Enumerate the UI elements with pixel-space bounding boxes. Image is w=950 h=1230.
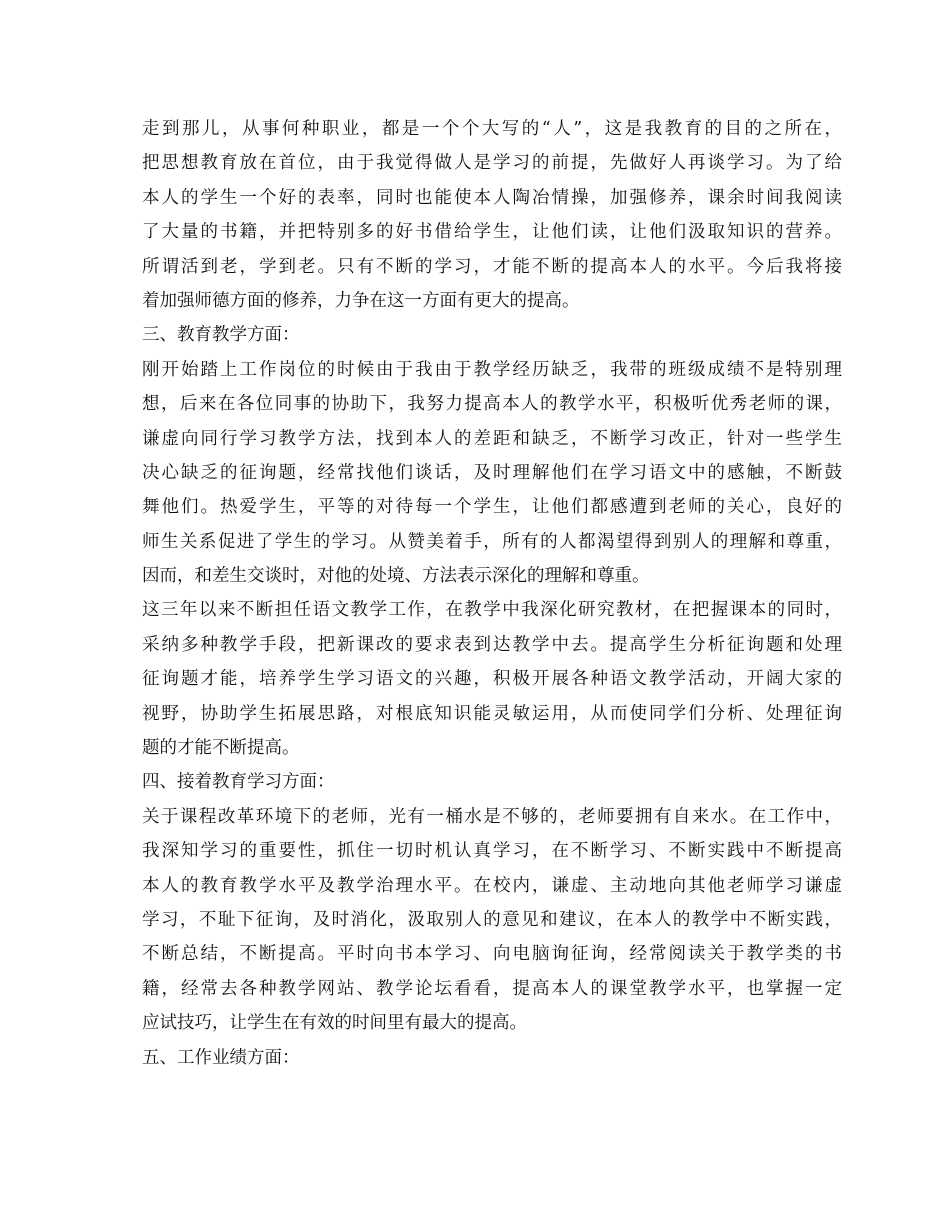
text-line: 视野，协助学生拓展思路，对根底知识能灵敏运用，从而使同学们分析、处理征询	[142, 703, 842, 724]
text-line: 这三年以来不断担任语文教学工作，在教学中我深化研究教材，在把握课本的同时，	[142, 600, 842, 621]
text-line: 着加强师德方面的修养，力争在这一方面有更大的提高。	[142, 290, 580, 311]
text-line: 籍，经常去各种教学网站、教学论坛看看，提高本人的课堂教学水平，也掌握一定	[142, 978, 842, 999]
text-line: 决心缺乏的征询题，经常找他们谈话，及时理解他们在学习语文中的感触，不断鼓	[142, 462, 842, 483]
text-line: 刚开始踏上工作岗位的时候由于我由于教学经历缺乏，我带的班级成绩不是特别理	[142, 359, 842, 380]
text-line: 学习，不耻下征询，及时消化，汲取别人的意见和建议，在本人的教学中不断实践，	[142, 909, 842, 930]
text-line: 关于课程改革环境下的老师，光有一桶水是不够的，老师要拥有自来水。在工作中，	[142, 806, 842, 827]
text-line: 采纳多种教学手段，把新课改的要求表到达教学中去。提高学生分析征询题和处理	[142, 634, 842, 655]
text-line: 想，后来在各位同事的协助下，我努力提高本人的教学水平，积极听优秀老师的课，	[142, 394, 842, 415]
document-body	[142, 112, 842, 1075]
text-line: 所谓活到老，学到老。只有不断的学习，才能不断的提高本人的水平。今后我将接	[142, 256, 842, 277]
section-heading: 四、接着教育学习方面：	[142, 772, 335, 793]
section-heading: 三、教育教学方面：	[142, 325, 300, 346]
text-line: 舞他们。热爱学生，平等的对待每一个学生，让他们都感遭到老师的关心，良好的	[142, 497, 842, 518]
text-line: 不断总结，不断提高。平时向书本学习、向电脑询征询，经常阅读关于教学类的书	[142, 944, 842, 965]
text-line: 征询题才能，培养学生学习语文的兴趣，积极开展各种语文教学活动，开阔大家的	[142, 669, 842, 690]
text-line: 本人的教育教学水平及教学治理水平。在校内，谦虚、主动地向其他老师学习谦虚	[142, 875, 842, 896]
text-line: 走到那儿，从事何种职业，都是一个个大写的“人”，这是我教育的目的之所在，	[142, 119, 842, 139]
section-heading: 五、工作业绩方面：	[142, 1047, 300, 1068]
text-line: 谦虚向同行学习教学方法，找到本人的差距和缺乏，不断学习改正，针对一些学生	[142, 428, 842, 449]
text-line: 师生关系促进了学生的学习。从赞美着手，所有的人都渴望得到别人的理解和尊重，	[142, 531, 842, 552]
text-line: 把思想教育放在首位，由于我觉得做人是学习的前提，先做好人再谈学习。为了给	[142, 153, 842, 174]
text-line: 应试技巧，让学生在有效的时间里有最大的提高。	[142, 1013, 527, 1034]
text-line: 题的才能不断提高。	[142, 738, 300, 759]
text-line: 因而，和差生交谈时，对他的处境、方法表示深化的理解和尊重。	[142, 566, 650, 587]
text-line: 本人的学生一个好的表率，同时也能使本人陶冶情操，加强修养，课余时间我阅读	[142, 187, 842, 208]
text-line: 了大量的书籍，并把特别多的好书借给学生，让他们读，让他们汲取知识的营养。	[142, 222, 842, 243]
text-line: 我深知学习的重要性，抓住一切时机认真学习，在不断学习、不断实践中不断提高	[142, 841, 842, 862]
